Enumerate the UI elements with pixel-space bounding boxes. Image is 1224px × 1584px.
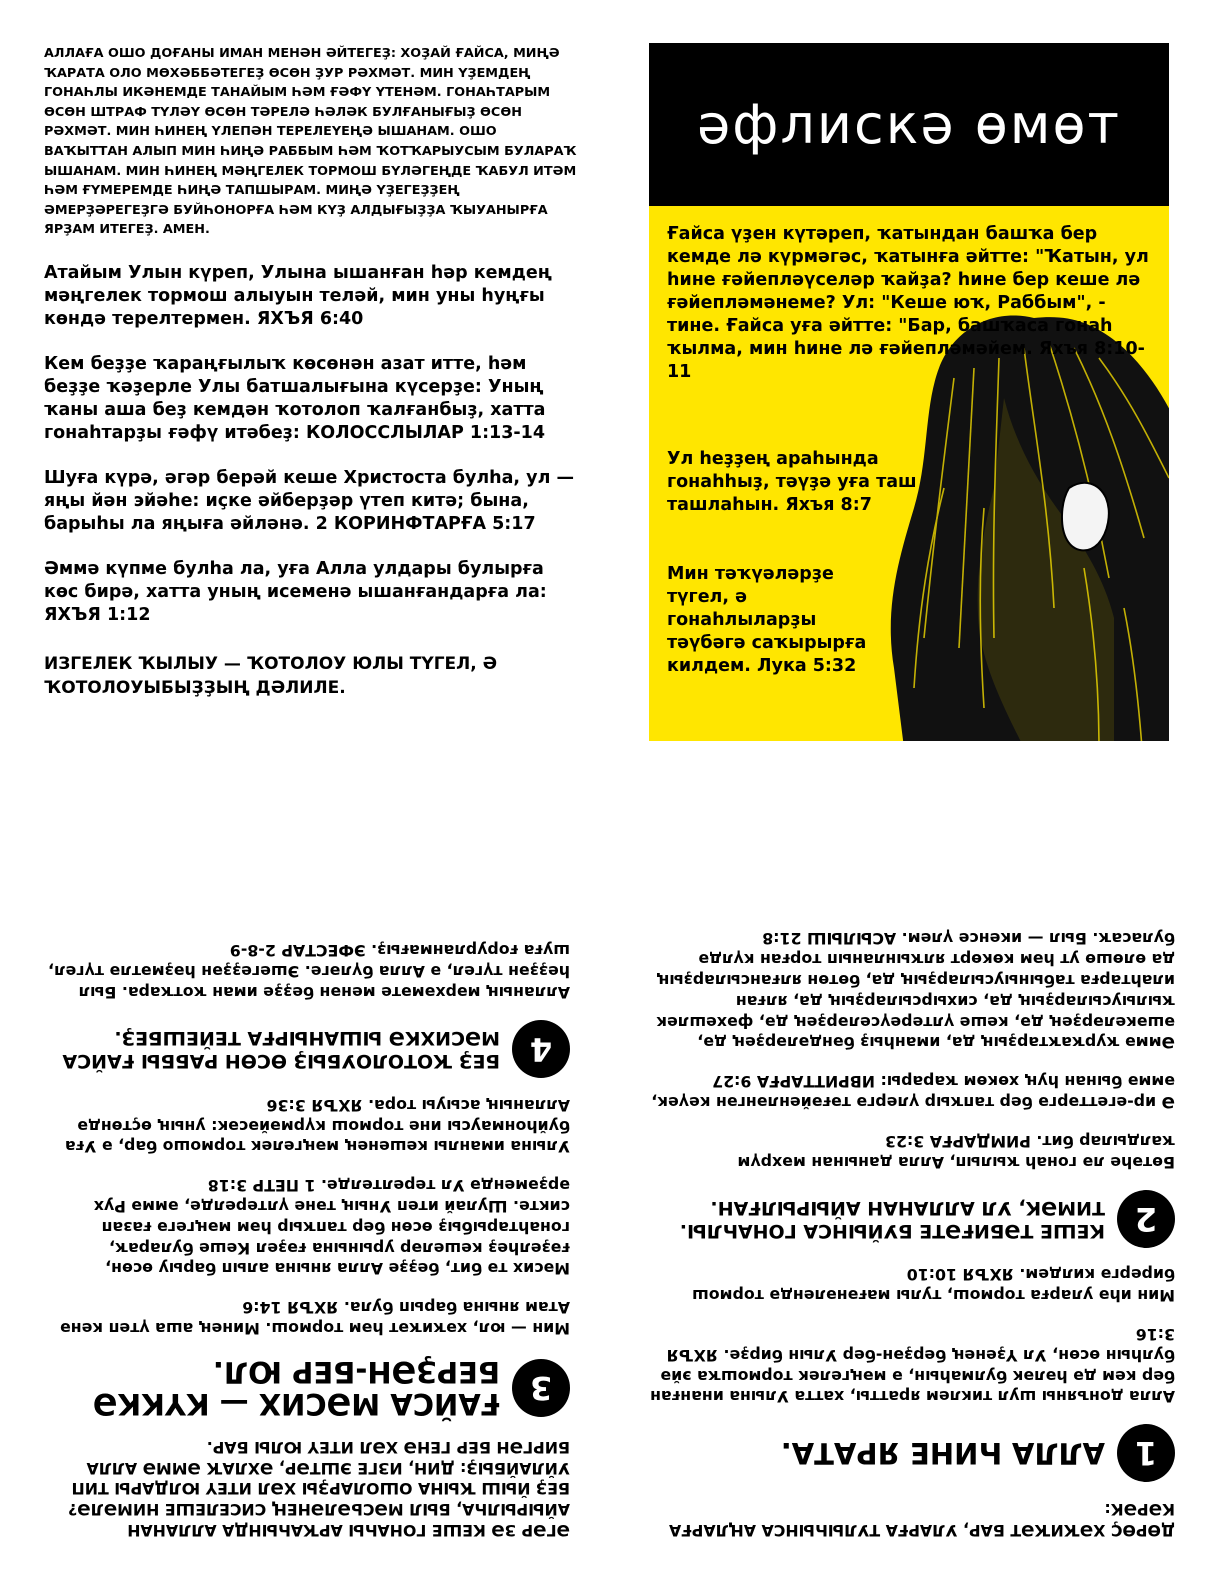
step-1-badge: 1 (1117, 1424, 1175, 1482)
verse-john-8-10: Ғайса үҙен күтәреп, ҡатындан башҡа бер кемде лә күрмәгәс, ҡатынға әйтте: "Ҡатын, ул һине ғәйепләүселәр ҡайҙа? һине бер кеше лә ғәйепләмәнеме? Ул: "Кеше юҡ, Раббым", - тине. Ғайса уға әйтте: "Бар, башҡаса гонаһ ҡылма, мин һине лә ғәйепләмәйем. Яхъя 8:10-11 (667, 224, 1149, 382)
step-4-badge: 4 (512, 1020, 570, 1078)
verse-luke-5-32: Мин тәҡүәләрҙе түгел, ә гонаһлыларҙы тәүбәгә саҡырырға килдем. Лука 5:32 (667, 564, 867, 676)
verse-john-14-6: Мин — юл, хәҡиҡәт һәм тормош. Минең аша үтеп кенә Атам янына барып була. ЯХЪЯ 14:6 (59, 1298, 570, 1339)
cover-panel (649, 43, 1169, 741)
verse-john-10-10: Мин иһә уларға тормош, тулы мағәнәлендә тормош бирергә килдем. ЯХЪЯ 10:10 (692, 1265, 1175, 1306)
step-3-heading-row (40, 1356, 570, 1420)
verse-john-1-12: Әммә күпме булһа ла, уға Алла улдары булырға көс бирә, хатта уның исеменә ышанғандарға ла: ЯХЪЯ 1:12 (44, 558, 547, 625)
verse-romans-3-23: Бөтәһе лә гонаһ ҡылып, Алла данынан мәхрүм ҡалдылар бит. РИМДАРҒА 3:23 (737, 1131, 1175, 1172)
salvation-prayer: АЛЛАҒА ОШО ДОҒАНЫ ИМАН МЕНӘН ӘЙТЕГЕҘ: ХОҘАЙ ҒАЙСА, МИҢӘ ҠАРАТА ОЛО МӨХӘББӘТЕГЕҘ ӨСӨН ҘУР РӘХМӘТ. МИН ҮҘЕМДЕҢ ГОНАҺЛЫ ИКӘНЕМДЕ ТАНАЙЫМ ҺӘМ ҒӘФҮ ҮТЕНӘМ. ГОНАҺТАРЫМ ӨСӨН ШТРАФ ТҮЛӘҮ ӨСӨН ТӘРЕЛӘ ҺӘЛӘК БУЛҒАНЫҒЫҘ ӨСӨН РӘХМӘТ. МИН ҺИНЕҢ ҮЛЕПӘН ТЕРЕЛЕҮЕҢӘ ЫШАНАМ. ОШО ВАҠЫТТАН АЛЫП МИН ҺИҢӘ РАББЫМ ҺӘМ ҠОТҠАРЫУСЫМ БУЛАРАҠ ЫШАНАМ. МИН ҺИНЕҢ МӘҢГЕЛЕК ТОРМОШ БҮЛӘГЕҢДЕ ҠАБУЛ ИТӘМ ҺӘМ ҒҮМЕРЕМДЕ ҺИҢӘ ТАПШЫРАМ. МИҢӘ ҮҘЕГЕҘҘЕҢ ӘМЕРҘӘРЕГЕҘГӘ БУЙҺОНОРҒА ҺӘМ КҮҘ АЛДЫҒЫҘҘА ҠЫУАНЫРҒА ЯРҘАМ ИТЕГЕҘ. АМЕН. (44, 46, 577, 238)
verse-1-peter-3-18: Мәсих тә бит, беҙҙе Алла янына алып барыу өсөн, ғәҙелһеҙ кешеләр урынына ғәҙел Кеше булараҡ, гонаһтарыбыҙ өсөн бер тапҡыр һәм мәңгегә ғазап сикте. Шулай итеп Уның тәне үлтерелде, әммә Рух әрҙәмендә Ул терелтелде. 1 ПЕТР 3:18 (93, 1176, 570, 1279)
steps-3-4-panel (40, 800, 570, 1540)
step-3-badge: 3 (512, 1359, 570, 1417)
intro-truths: ДӨРӨҪ ХӘҠИҠӘТ БАР, УЛАРҒА ТУЛЫҺЫНСА АҢЛАРҒА КӘРӘК: (669, 1500, 1175, 1540)
step-2-badge: 2 (1117, 1190, 1175, 1248)
prayer-panel (44, 44, 584, 700)
step-2-heading: КЕШЕ ТӘБИҒӘТЕ БУЙЫНСА ГОНАҺЛЫ. ТИМӘК, УЛ АЛЛАНАН АЙЫРЫЛҒАН. (679, 1196, 1105, 1242)
step-2-heading-row (645, 1190, 1175, 1248)
step-1-heading-row (645, 1424, 1175, 1482)
closing-statement: ИЗГЕЛЕК ҠЫЛЫУ — ҠОТОЛОУ ЮЛЫ ТҮГЕЛ, Ә ҠОТОЛОУЫБЫҘҘЫҢ ДӘЛИЛЕ. (44, 653, 498, 698)
verse-john-3-16: Алла донъяны шул тиклем яратты, хатта Улына инанған бер кем дә һәләк булмаһын, ә мәңгелек тормошҡа эйә булһын өсөн, Ул Үҙенең берҙән-бер Улын бирҙе. ЯХЪЯ 3:16 (650, 1325, 1175, 1407)
verse-john-8-7: Ул һеҙҙең араһында гонаһһыҙ, тәүҙә уға таш ташлаһын. Яхъя 8:7 (667, 449, 917, 515)
verse-john-6-40: Атайым Улын күреп, Улына ышанған һәр кемдең мәңгелек тормош алыуын теләй, мин уны һуңғы көндә терелтермен. ЯХЪЯ 6:40 (44, 262, 552, 329)
verse-colossians-1-13: Кем беҙҙе ҡараңғылыҡ көсөнән азат итте, һәм беҙҙе ҡәҙерле Улы батшалығына күсерҙе: Уның ҡаны аша беҙ кемдән ҡотолоп ҡалғанбыҙ, хатта гонаһтарҙы ғәфү итәбеҙ: КОЛОССЛЫЛАР 1:13-14 (44, 353, 546, 443)
verse-2-corinthians-5-17: Шуға күрә, әгәр берәй кеше Христоста булһа, ул — яңы йән эйәһе: иҫке әйберҙәр үтеп китә; бына, барыһы ла яңыға әйләнә. 2 КОРИНФТАРҒА 5:17 (44, 467, 574, 534)
verse-ephesians-2-8: Алланың мәрхәмәте менән беҙҙе иман ҡотҡара. Был һеҙҙән түгел, ә Алла бүләге. Эшегеҙҙән һәҙмәтлә түгел, шуға ғорурланмағыҙ. ЭФЕСТАР 2-8-9 (48, 941, 570, 1003)
verse-john-3-36: Улына иманлы кешенең мәңгелек тормошо бар, ә Уға буйһонмаусы ине тормош күрмәйәсәк: уның өҫтөндә Алланың асыуы тора. ЯХЪЯ 3:36 (64, 1095, 570, 1157)
step-3-heading: ҒАЙСА МӘСИХ — КҮККӘ БЕРҘӘН-БЕР ЮЛ. (92, 1355, 500, 1422)
cover-title: әфлискә өмөт (697, 93, 1121, 156)
step-4-heading-row (40, 1020, 570, 1078)
intro-problem: ӘГӘР ЗӘ КЕШЕ ГОНАҺЫ АРҠАҺЫНДА АЛЛАНАН АЙЫРЫЛҺА, БЫЛ МӘСЬӘЛӘНЕҢ СИСЕЛЕШЕ НИМӘЛӘ? БЕҘ ЙЫШ ҠЫНА ОШОЛАРҘЫ ХӘЛ ИТЕҮ ЮЛДАРЫ ТИП УЙЛАЙБЫҘ: ДИН, ИЗГЕ ЭШТӘР, ӘХЛАҠ ӘММӘ АЛЛА БИРГӘН БЕР ГЕНӘ ХӘЛ ИТЕҮ ЮЛЫ БАР. (68, 1437, 570, 1540)
steps-1-2-panel (645, 800, 1175, 1540)
verse-revelation-21-8: Әммә ҡурҡаҡтарҙың да, иманһыҙ бәндәләрҙең дә, әшәкеләрҙең дә, кеше үлтереүселәрҙең дә, фәхешлек ҡылыусыларҙың да, сихырсыларҙың да, ялған илаһтарға табыныусыларҙың да, бөтөн ялғансыларҙың да өлөшө ут һәм көкөрт ялҡынланып торған күлдә буласаҡ. Был — икенсе үлем. АСЫЛЫШ 21:8 (656, 929, 1175, 1053)
title-banner (649, 43, 1169, 206)
step-1-heading: АЛЛА ҺИНЕ ЯРАТА. (780, 1436, 1105, 1471)
verse-hebrews-9-27: Ә ир-егеттәргә бер тапҡыр үлергә тәғәйенләнгән кеүек, әммә бынан һуң хөкөм ҡарары: ИВРИТТАРҒА 9:27 (651, 1072, 1175, 1113)
step-4-heading: БЕҘ ҠОТОЛОУБЫҘ ӨСӨН РАББЫ ҒАЙСА МӘСИХКӘ ЫШАНЫРҒА ТЕЙЕШБЕҘ. (62, 1027, 500, 1073)
